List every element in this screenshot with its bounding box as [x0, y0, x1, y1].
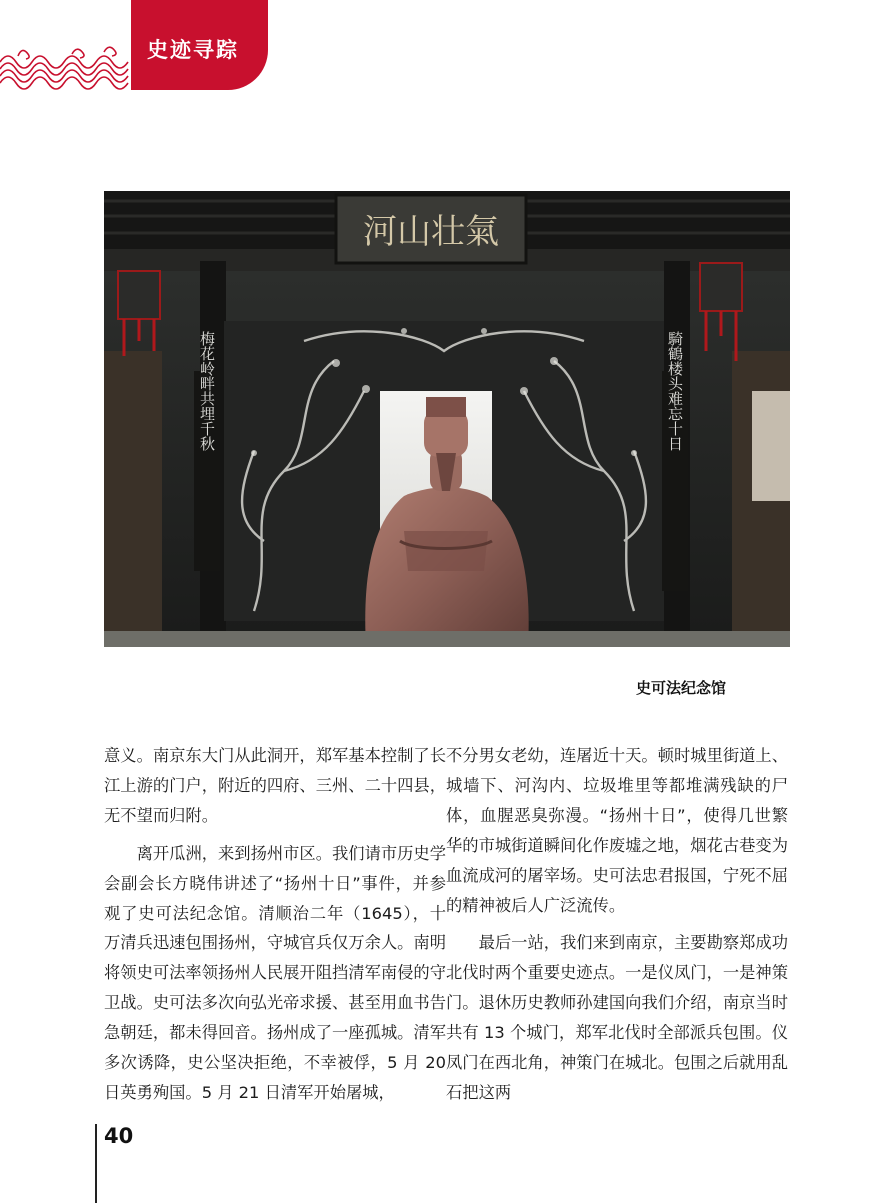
right-couplet: 騎鶴楼头难忘十日 — [666, 331, 684, 451]
page-divider — [95, 1124, 97, 1203]
left-couplet: 梅花岭畔共埋千秋 — [198, 331, 216, 451]
photo-caption: 史可法纪念馆 — [636, 679, 727, 697]
section-badge — [131, 0, 268, 90]
paragraph: 意义。南京东大门从此洞开，郑军基本控制了长江上游的门户，附近的四府、三州、二十四县，无不望而归附。 — [104, 746, 446, 825]
paragraph: 最后一站，我们来到南京，主要勘察郑成功北伐时两个重要史迹点。一是仪凤门，一是神策门。退休历史教师孙建国向我们介绍，南京当时共有 13 个城门，郑军北伐时全部派兵包围。仪凤门在西北角，神策门在城北。包围之后就用乱石把这两 — [446, 933, 788, 1102]
section-title: 史迹寻踪 — [147, 37, 239, 62]
wave-pattern-icon — [0, 42, 133, 90]
left-column — [104, 741, 446, 1108]
wave-pattern-decoration — [0, 42, 133, 90]
memorial-hall-photo — [104, 191, 790, 647]
paragraph: 离开瓜洲，来到扬州市区。我们请市历史学会副会长方晓伟讲述了“扬州十日”事件，并参观了史可法纪念馆。清顺治二年（1645），十万清兵迅速包围扬州，守城官兵仅万余人。南明将领史可法率领扬州人民展开阻挡清军南侵的守卫战。史可法多次向弘光帝求援、甚至用血书告急朝廷，都未得回音。扬州成了一座孤城。清军多次诱降，史公坚决拒绝，不幸被俘，5 月 20 日英勇殉国。5 月 21 日清军开始屠城， — [104, 843, 446, 1102]
plaque-text: 河山壮氣 — [363, 212, 499, 252]
page-number: 40 — [104, 1124, 134, 1148]
right-column — [446, 741, 788, 1108]
paragraph: 不分男女老幼，连屠近十天。顿时城里街道上、城墙下、河沟内、垃圾堆里等都堆满残缺的尸体，血腥恶臭弥漫。“扬州十日”，使得几世繁华的市城街道瞬间化作废墟之地，烟花古巷变为血流成河的屠宰场。史可法忠君报国，宁死不屈的精神被后人广泛流传。 — [446, 746, 788, 915]
